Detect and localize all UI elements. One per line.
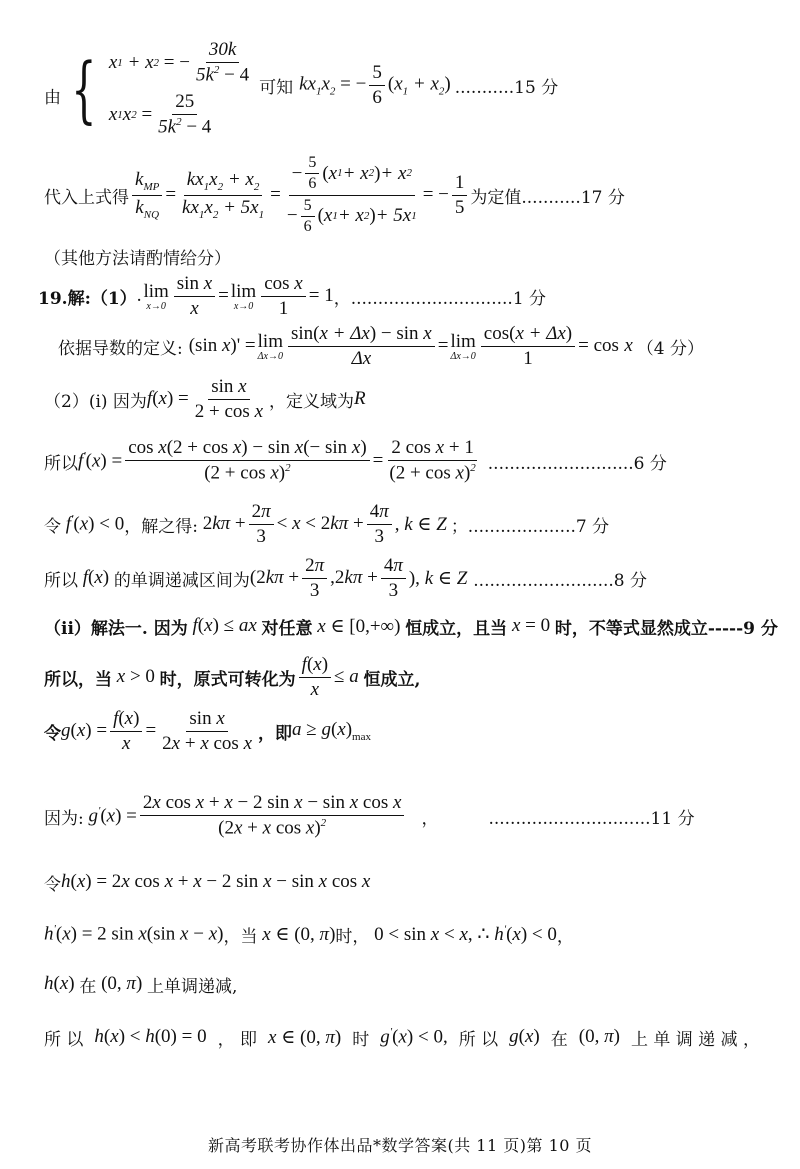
text-ling: 令 (44, 516, 61, 537)
gprime-line: 因为: g'(x) = $\frac{\text{2x cos x + x − 2 sin x − sin x cos x}}{(2x + x \cos x)^2}$ ， ..............................11 分 (44, 792, 695, 839)
score-9: 时，不等式显然成立-----9 分 (554, 618, 778, 639)
ratio-kmp-knq: $\frac{k_{MP}}{k_{NQ}}$ (132, 169, 162, 221)
score-1: ..............................1 分 (350, 288, 547, 309)
text-suoyi: 所以 (44, 453, 78, 474)
text-last1: 所 以 (44, 1029, 84, 1050)
score-11: ..............................11 分 (488, 808, 695, 829)
text-last5: 在 (550, 1029, 568, 1050)
decreasing-interval-line: 所以 f(x) 的单调递减区间为 (2kπ + $\frac{2\pi}{3}$ ,2kπ + $\frac{4\pi}{3}$ ), k ∈ Z ..........................8 分 (44, 554, 647, 601)
q19-part1-line: 19.解:（1） . lim x→0 $\frac{\text{sin x}}{x}$ = lim x→0 $\frac{\text{cos x}}{1}$ = 1 ， ..............................1 分 (38, 272, 547, 319)
text-jie: ，解之得: (124, 516, 198, 537)
text-deriv-intro: 依据导数的定义: (58, 338, 183, 359)
text-dairu: 代入上式得 (44, 187, 129, 208)
text-last2: ， 即 (217, 1029, 258, 1050)
text-ii2: 对任意 (261, 618, 313, 639)
h-definition-line: 令 h(x) = 2x cos x + x − 2 sin x − sin x cos x (44, 871, 371, 895)
text-h-dec: 上单调递减, (147, 976, 238, 997)
text-last3: 时 (352, 1029, 370, 1050)
h-decreasing-line: h(x) 在 (0, π) 上单调递减, (44, 973, 238, 997)
fprime-line: 所以 f'(x) = $\frac{\text{cos x(2 + cos x) − sin x(− sin x)}}{(2 + \cos x)^2}$ = $\frac{\text{2 cos x + 1}}{(2 + \cos x)^2}$ ...........................6 分 (44, 437, 667, 484)
score-7: ；....................7 分 (450, 516, 610, 537)
text-domain: ，定义域为 (269, 391, 354, 412)
text-last4: 所 以 (458, 1029, 499, 1050)
text-h-ling: 令 (44, 874, 61, 895)
note-other-methods: （其他方法请酌情给分） (44, 249, 231, 269)
text-g-ji: ，即 (258, 723, 293, 744)
page-footer: 新高考联考协作体出品*数学答案(共 11 页)第 10 页 (207, 1136, 593, 1155)
derivative-definition-line: 依据导数的定义: (sin x)' = lim Δx→0 $\frac{\text{sin(x + Δx) − sin x}}{\Delta x}$ = lim Δx→0 $\frac{\cos(x + \Delta x)}{1}$ = cos x （4 分） (58, 322, 704, 369)
fprime-negative-line: 令 f'(x) < 0 ，解之得: 2kπ + $\frac{2\pi}{3}$ < x < 2kπ + $\frac{4\pi}{3}$ , k ∈ Z ；....................7 分 (44, 500, 610, 547)
text-trans3: 恒成立, (363, 669, 421, 690)
result-fraction: $\frac{1}{5}$ (452, 172, 468, 219)
score-15: ...........15 分 (454, 77, 559, 98)
text-dec: 的单调递减区间为 (113, 570, 250, 591)
left-brace: { (71, 47, 97, 131)
ii-method1-line: （ii）解法一. 因为 f(x) ≤ ax 对任意 x ∈ [0,+∞) 恒成立，且当 x = 0 时，不等式显然成立-----9 分 (44, 615, 778, 639)
ratio-expanded: $\frac{kx_1x_2 + x_2}{kx_1x_2 + 5x_1}$ (182, 169, 265, 221)
text-hp-dang: ，当 (223, 926, 258, 947)
hprime-line: h'(x) = 2 sin x(sin x − x) ，当 x ∈ (0, π) 时， 0 < sin x < x, ∴ h'(x) < 0 ， (44, 922, 574, 947)
text-dingzhi: 为定值 (470, 187, 522, 208)
conclusion-line: 所 以 h(x) < h(0) = 0 ， 即 x ∈ (0, π) 时 g'(x) < 0, 所 以 g(x) 在 (0, π) 上 单 调 递 减 ， (44, 1025, 760, 1050)
score-6: ...........................6 分 (487, 453, 667, 474)
text-h-zai: 在 (79, 976, 97, 997)
text-you: 由 (44, 87, 61, 108)
equation-system: x 1 + x 2 = − $\frac{30k}{5k^2 - 4}$ x 1 x 2 = $\frac{25}{5k^2 - 4}$ (108, 39, 250, 138)
text-ii3: 恒成立，且当 (405, 618, 508, 639)
relation-k-x: $kx_1x_2$ = − $\frac{5}{6}$ $(x_1 + x_2)$ (299, 61, 451, 108)
g-definition-line: 令 g(x) = $\frac{f(x)}{x}$ = $\frac{\text{sin x}}{\text{2x + x cos x}}$ ，即 $a \ge g(x)_{max}$ (44, 707, 371, 754)
ratio-line: 代入上式得 $\frac{k_{MP}}{k_{NQ}}$ = $\frac{kx_1x_2 + x_2}{kx_1x_2 + 5x_1}$ = − $\frac{5}{6}$ ( x 1 + x 2 ) + x 2 − $\frac{5}{6}$ ( x 1 + x 2 ) + 5x 1 = − $\frac{1}{5}$ 为定值 ...........17 分 (44, 153, 625, 235)
fx-definition-line: （2）(i) 因为 f(x) = $\frac{\text{sin x}}{\text{2 + cos x}}$ ，定义域为 R (44, 375, 366, 422)
transform-line: 所以，当 x > 0 时，原式可转化为 $\frac{f(x)}{x}$ ≤ a 恒成立, (44, 653, 421, 700)
text-yinwei: 因为: (44, 808, 84, 829)
text-p2-intro: （2）(i) 因为 (44, 391, 147, 412)
system-block (44, 34, 558, 144)
q19-heading: 19.解:（1） (38, 288, 137, 309)
text-g-ling: 令 (44, 723, 61, 744)
text-trans2: 时，原式可转化为 (159, 669, 296, 690)
text-suoyi-2: 所以 (44, 570, 78, 591)
text-trans1: 所以，当 (44, 669, 112, 690)
score-17: ...........17 分 (521, 187, 625, 208)
score-8: ..........................8 分 (473, 570, 647, 591)
score-4: （4 分） (636, 338, 704, 359)
text-ii: （ii）解法一. 因为 (44, 618, 188, 639)
text-last6: 上 单 调 递 减 ， (630, 1029, 760, 1050)
ratio-substituted: − $\frac{5}{6}$ ( x 1 + x 2 ) + x 2 − $\frac{5}{6}$ ( x 1 + x 2 ) + 5x 1 (286, 153, 417, 235)
text-keyi: 可知 (259, 77, 294, 98)
text-hp-shi: 时， (335, 926, 370, 947)
